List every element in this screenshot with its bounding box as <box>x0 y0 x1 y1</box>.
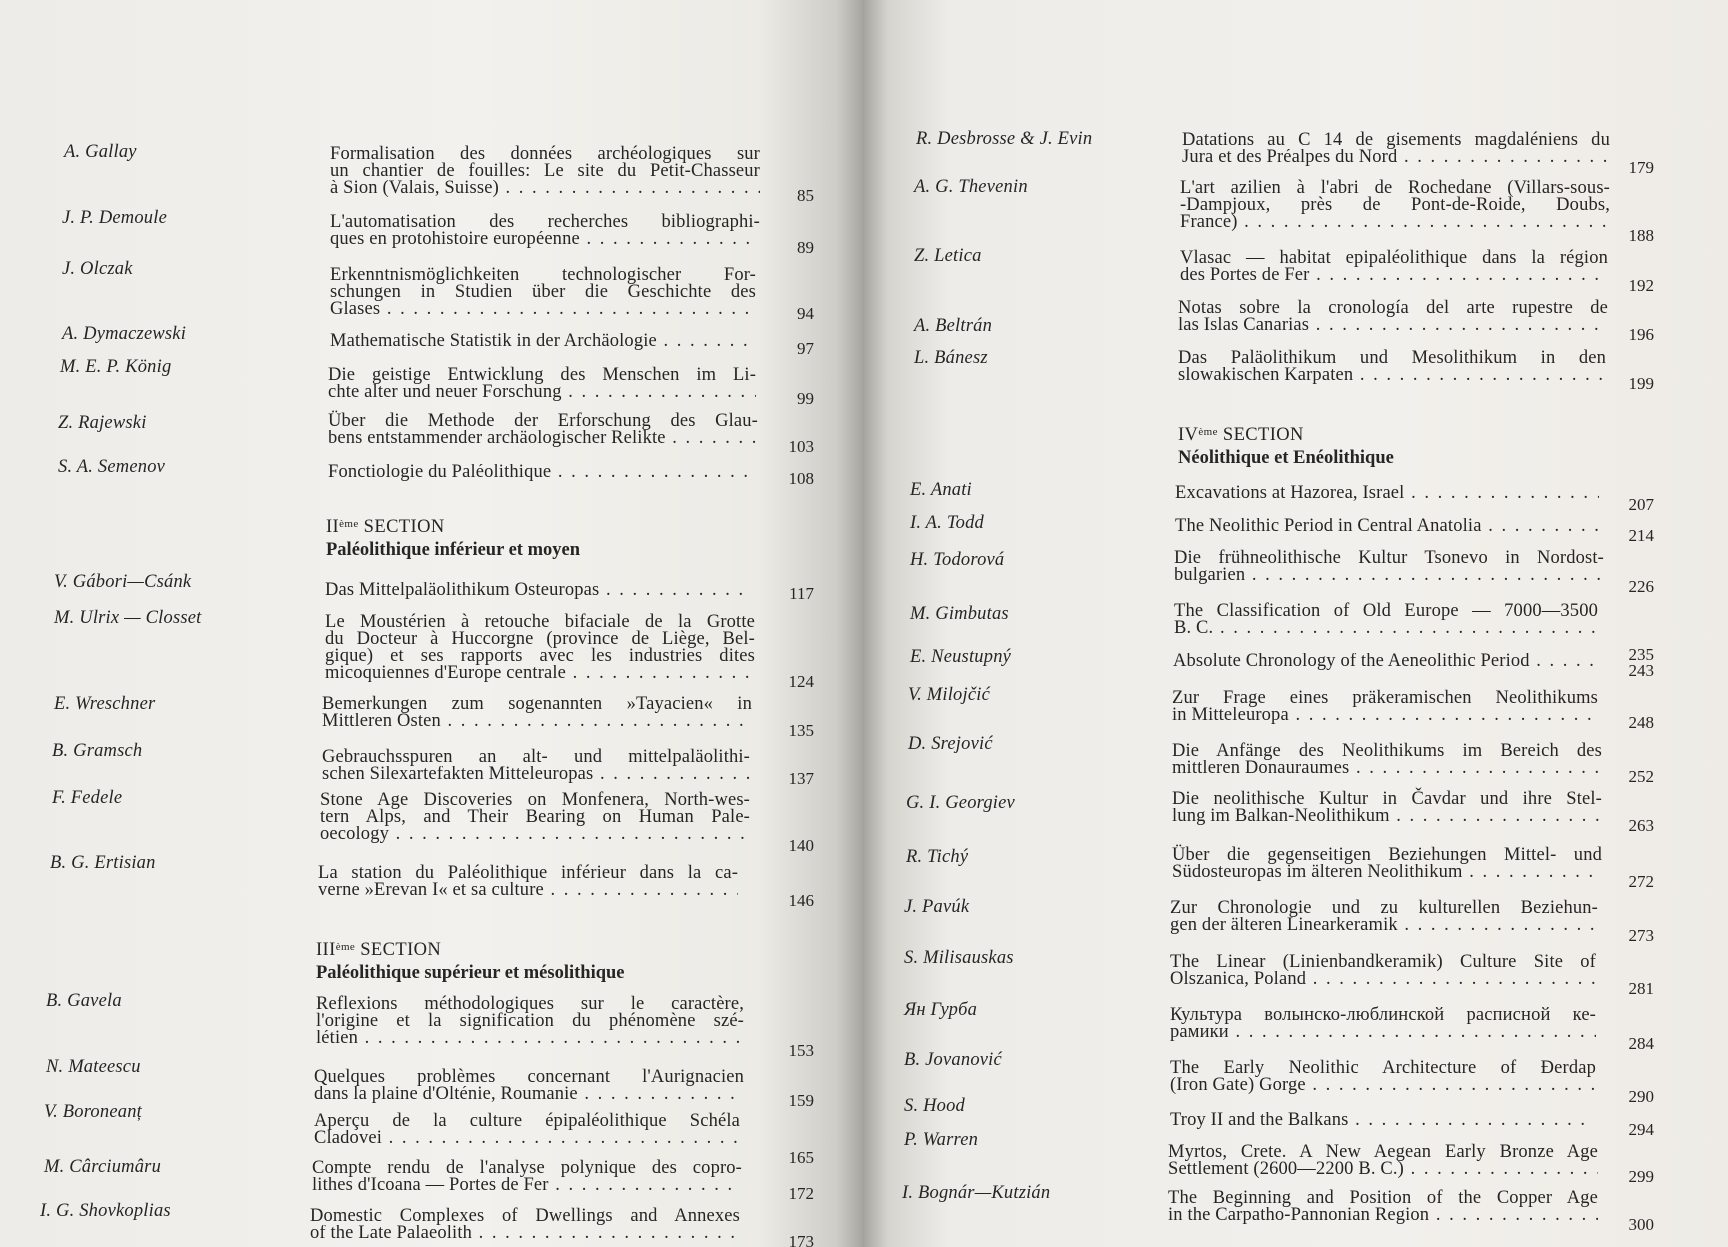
entry-title-line: Die geistige Entwicklung des Menschen im Li- <box>328 365 756 385</box>
entry-author: B. Jovanović <box>904 1050 1002 1070</box>
entry-title-line: in Mitteleuropa . . <box>1172 707 1598 724</box>
entry-author: F. Fedele <box>52 788 123 808</box>
entry-page-number: 146 <box>788 891 814 910</box>
entry-title-line: ques en protohistoire européenne . . <box>330 231 760 248</box>
entry-title <box>1170 1060 1596 1094</box>
entry-author: P. Warren <box>904 1130 979 1150</box>
entry-title-line: The Early Neolithic Architecture of Đerdap <box>1170 1058 1596 1078</box>
entry-title-line: bulgarien . . <box>1174 567 1604 584</box>
entry-title <box>1182 132 1610 166</box>
entry-title-line: Cladovei . . <box>314 1130 740 1147</box>
entry-author: J. Olczak <box>62 259 133 279</box>
entry-author: B. Gavela <box>46 991 122 1011</box>
entry-title-line: Gebrauchsspuren an alt- und mittelpaläolithi- <box>322 747 750 767</box>
entry-author: M. Gimbutas <box>910 604 1009 624</box>
entry-title-line: l'origine et la signification du phénomène szé- <box>316 1011 744 1031</box>
entry-title-line: of the Late Palaeolith . . <box>310 1225 740 1242</box>
entry-author: R. Desbrosse & J. Evin <box>916 129 1093 149</box>
entry-title-line: dans la plaine d'Olténie, Roumanie . . <box>314 1086 744 1103</box>
entry-author: L. Bánesz <box>914 348 988 368</box>
entry-title-line: La station du Paléolithique inférieur dans la ca- <box>318 863 738 883</box>
entry-page-number: 284 <box>1628 1034 1654 1053</box>
entry-title-line: Stone Age Discoveries on Monfenera, North-wes- <box>320 790 750 810</box>
entry-author: S. Hood <box>904 1096 966 1116</box>
entry-title-line: las Islas Canarias . . <box>1178 317 1608 334</box>
entry-page-number: 188 <box>1628 226 1654 245</box>
entry-title-line: Olszanica, Poland . . <box>1170 971 1596 988</box>
entry-page-number: 248 <box>1628 713 1654 732</box>
entry-page-number: 108 <box>788 469 814 488</box>
entry-title <box>1170 954 1596 988</box>
entry-title <box>328 367 756 401</box>
entry-page-number: 137 <box>788 769 814 788</box>
entry-title-line: The Neolithic Period in Central Anatolia . . <box>1175 518 1599 535</box>
entry-page-number: 99 <box>797 389 814 408</box>
entry-title <box>1172 847 1602 881</box>
entry-title-line: Über die gegenseitigen Beziehungen Mittel- und <box>1172 845 1602 865</box>
entry-title-line: bens entstammender archäologischer Relikte . . <box>328 430 758 447</box>
entry-author: V. Milojčić <box>908 685 991 705</box>
section-name: Paléolithique supérieur et mésolithique <box>316 963 625 983</box>
entry-title-line: schungen in Studien über die Geschichte des <box>330 282 756 302</box>
entry-title-line: Bemerkungen zum sogenannten »Tayacien« in <box>322 694 752 714</box>
entry-page-number: 103 <box>788 437 814 456</box>
entry-author: M. E. P. König <box>60 357 172 377</box>
entry-page-number: 153 <box>788 1041 814 1060</box>
entry-title-line: micoquiennes d'Europe centrale . . <box>325 665 755 682</box>
right-page <box>862 0 1728 1247</box>
entry-title-line: du Docteur à Huccorgne (province de Liège, Bel- <box>325 629 755 649</box>
entry-author: J. P. Demoule <box>62 208 168 228</box>
entry-page-number: 243 <box>1628 661 1654 680</box>
entry-page-number: 196 <box>1628 325 1654 344</box>
entry-page-number: 252 <box>1628 767 1654 786</box>
entry-title-line: Erkenntnismöglichkeiten technologischer For- <box>330 265 756 285</box>
entry-page-number: 214 <box>1628 526 1654 545</box>
entry-title <box>325 582 751 599</box>
entry-title-line: Compte rendu de l'analyse polynique des copro- <box>312 1158 742 1178</box>
entry-title <box>318 865 738 899</box>
entry-title-line: Aperçu de la culture épipaléolithique Schéla <box>314 1111 740 1131</box>
entry-author: R. Tichý <box>906 847 969 867</box>
entry-title <box>1175 518 1599 535</box>
entry-title <box>1180 250 1608 284</box>
entry-page-number: 300 <box>1628 1215 1654 1234</box>
entry-title-line: The Linear (Linienbandkeramik) Culture Site of <box>1170 952 1596 972</box>
entry-author: M. Cârciumâru <box>44 1157 162 1177</box>
entry-page-number: 117 <box>789 584 814 603</box>
entry-title-line: Formalisation des données archéologiques sur <box>330 144 760 164</box>
entry-page-number: 135 <box>788 721 814 740</box>
entry-title <box>325 614 755 682</box>
entry-author: I. G. Shovkoplias <box>40 1201 171 1221</box>
entry-title-line: oecology . . <box>320 826 750 843</box>
entry-title <box>1175 485 1599 502</box>
entry-author: N. Mateescu <box>46 1057 141 1077</box>
entry-title-line: slowakischen Karpaten . . <box>1178 367 1606 384</box>
entry-title-line: France) . . <box>1180 214 1610 231</box>
section-heading <box>1178 425 1394 469</box>
entry-author: A. Beltrán <box>914 316 993 336</box>
entry-title-line: Notas sobre la cronología del arte rupestre de <box>1178 298 1608 318</box>
entry-page-number: 199 <box>1628 374 1654 393</box>
entry-title-line: Quelques problèmes concernant l'Aurignacien <box>314 1067 744 1087</box>
entry-title-line: Das Mittelpaläolithikum Osteuropas . . <box>325 582 751 599</box>
entry-title-line: Glases . . <box>330 301 756 318</box>
entry-author: V. Gábori—Csánk <box>54 572 192 592</box>
entry-title <box>1168 1144 1598 1178</box>
entry-author: A. Dymaczewski <box>62 324 187 344</box>
entry-title-line: Das Paläolithikum und Mesolithikum in den <box>1178 348 1606 368</box>
entry-title-line: Zur Chronologie und zu kulturellen Beziehun- <box>1170 898 1598 918</box>
entry-title-line: Jura et des Préalpes du Nord . . <box>1182 149 1610 166</box>
entry-page-number: 97 <box>797 339 814 358</box>
entry-title <box>1170 1007 1596 1041</box>
entry-page-number: 140 <box>788 836 814 855</box>
entry-author: I. Bognár—Kutzián <box>902 1183 1051 1203</box>
entry-title-line: Fonctiologie du Paléolithique . . <box>328 464 756 481</box>
entry-author: Ян Гурба <box>904 1000 978 1020</box>
entry-author: E. Neustupný <box>910 647 1012 667</box>
section-heading <box>326 517 580 561</box>
entry-title <box>330 146 760 197</box>
entry-author: Z. Letica <box>914 246 982 266</box>
entry-author: G. I. Georgiev <box>906 793 1015 813</box>
entry-title <box>1180 180 1610 231</box>
entry-title <box>1174 550 1604 584</box>
entry-title-line: tern Alps, and Their Bearing on Human Pale- <box>320 807 750 827</box>
section-label: IIIème SECTION <box>316 940 442 960</box>
entry-page-number: 159 <box>788 1091 814 1110</box>
entry-author: H. Todorová <box>910 550 1005 570</box>
entry-title-line: Troy II and the Balkans . . <box>1170 1112 1594 1129</box>
section-heading <box>316 940 625 984</box>
entry-title <box>1178 300 1608 334</box>
entry-title <box>330 214 760 248</box>
entry-title-line: lithes d'Icoana — Portes de Fer . . <box>312 1177 742 1194</box>
entry-page-number: 173 <box>788 1232 814 1247</box>
entry-author: S. Milisauskas <box>904 948 1014 968</box>
entry-title-line: in the Carpatho-Pannonian Region . . <box>1168 1207 1598 1224</box>
entry-author: A. Gallay <box>64 142 137 162</box>
entry-page-number: 85 <box>797 186 814 205</box>
entry-title-line: verne »Erevan I« et sa culture . . <box>318 882 738 899</box>
section-label: IVème SECTION <box>1178 425 1304 445</box>
entry-title <box>330 333 756 350</box>
entry-title-line: létien . . <box>316 1030 744 1047</box>
entry-title <box>328 464 756 481</box>
entry-title-line: Культура волынско-люблинской расписной ке- <box>1170 1005 1596 1025</box>
entry-title-line: (Iron Gate) Gorge . . <box>1170 1077 1596 1094</box>
entry-title-line: gique) et ses rapports avec les industries dites <box>325 646 755 666</box>
entry-page-number: 124 <box>788 672 814 691</box>
entry-title-line: Settlement (2600—2200 B. C.) . . <box>1168 1161 1598 1178</box>
entry-page-number: 165 <box>788 1148 814 1167</box>
entry-title-line: chte alter und neuer Forschung . . <box>328 384 756 401</box>
entry-title <box>1172 743 1602 777</box>
entry-title <box>1174 603 1598 637</box>
entry-author: I. A. Todd <box>910 513 984 533</box>
entry-title-line: Zur Frage eines präkeramischen Neolithikums <box>1172 688 1598 708</box>
entry-title-line: Datations au C 14 de gisements magdaléniens du <box>1182 130 1610 150</box>
entry-page-number: 235 <box>1628 645 1654 664</box>
entry-author: E. Anati <box>910 480 972 500</box>
entry-title-line: schen Silexartefakten Mitteleuropas . . <box>322 766 750 783</box>
entry-page-number: 192 <box>1628 276 1654 295</box>
entry-page-number: 207 <box>1628 495 1654 514</box>
entry-author: A. G. Thevenin <box>914 177 1028 197</box>
entry-title <box>320 792 750 843</box>
entry-title <box>322 696 752 730</box>
entry-title-line: L'art azilien à l'abri de Rochedane (Villars-sous- <box>1180 178 1610 198</box>
section-name: Néolithique et Enéolithique <box>1178 448 1394 468</box>
entry-title <box>310 1208 740 1242</box>
entry-title-line: Die Anfänge des Neolithikums im Bereich des <box>1172 741 1602 761</box>
entry-title-line: Absolute Chronology of the Aeneolithic Period . . <box>1173 653 1598 670</box>
entry-title <box>322 749 750 783</box>
entry-title <box>312 1160 742 1194</box>
entry-title <box>1178 350 1606 384</box>
entry-author: J. Pavúk <box>904 897 970 917</box>
entry-title-line: рамики . . <box>1170 1024 1596 1041</box>
entry-title-line: un chantier de fouilles: Le site du Petit-Chasseur <box>330 161 760 181</box>
entry-title-line: Reflexions méthodologiques sur le caractère, <box>316 994 744 1014</box>
entry-page-number: 172 <box>788 1184 814 1203</box>
entry-title-line: Südosteuropas im älteren Neolithikum . . <box>1172 864 1602 881</box>
entry-title-line: -Dampjoux, près de Pont-de-Roide, Doubs, <box>1180 195 1610 215</box>
entry-title-line: Die neolithische Kultur in Čavdar und ihre Stel- <box>1172 789 1602 809</box>
entry-title-line: Domestic Complexes of Dwellings and Annexes <box>310 1206 740 1226</box>
entry-page-number: 272 <box>1628 872 1654 891</box>
entry-page-number: 273 <box>1628 926 1654 945</box>
entry-title <box>314 1069 744 1103</box>
entry-page-number: 226 <box>1628 577 1654 596</box>
entry-author: B. Gramsch <box>52 741 143 761</box>
entry-title-line: Vlasac — habitat epipaléolithique dans la région <box>1180 248 1608 268</box>
entry-title-line: Mathematische Statistik in der Archäologie . . <box>330 333 756 350</box>
entry-author: E. Wreschner <box>54 694 156 714</box>
entry-page-number: 94 <box>797 304 814 323</box>
entry-title-line: The Beginning and Position of the Copper Age <box>1168 1188 1598 1208</box>
entry-author: S. A. Semenov <box>58 457 166 477</box>
entry-title <box>1172 791 1602 825</box>
entry-title <box>316 996 744 1047</box>
entry-page-number: 263 <box>1628 816 1654 835</box>
entry-title-line: lung im Balkan-Neolithikum . . <box>1172 808 1602 825</box>
entry-title-line: mittleren Donauraumes . . <box>1172 760 1602 777</box>
entry-page-number: 179 <box>1628 158 1654 177</box>
entry-page-number: 281 <box>1628 979 1654 998</box>
entry-title-line: Le Moustérien à retouche bifaciale de la Grotte <box>325 612 755 632</box>
section-name: Paléolithique inférieur et moyen <box>326 540 580 560</box>
entry-author: Z. Rajewski <box>58 413 147 433</box>
entry-author: B. G. Ertisian <box>50 853 156 873</box>
entry-author: D. Srejović <box>908 734 993 754</box>
entry-page-number: 294 <box>1628 1120 1654 1139</box>
entry-page-number: 89 <box>797 238 814 257</box>
entry-title-line: Mittleren Osten . . <box>322 713 752 730</box>
entry-title-line: Excavations at Hazorea, Israel . . <box>1175 485 1599 502</box>
entry-title-line: Die frühneolithische Kultur Tsonevo in Nordost- <box>1174 548 1604 568</box>
entry-title-line: gen der älteren Linearkeramik . . <box>1170 917 1598 934</box>
entry-author: V. Boroneanț <box>44 1102 142 1122</box>
left-page <box>0 0 862 1247</box>
entry-title-line: des Portes de Fer . . <box>1180 267 1608 284</box>
entry-title <box>330 267 756 318</box>
entry-title-line: à Sion (Valais, Suisse) . . <box>330 180 760 197</box>
entry-title <box>1170 900 1598 934</box>
entry-title <box>1170 1112 1594 1129</box>
entry-title-line: L'automatisation des recherches bibliographi- <box>330 212 760 232</box>
entry-title-line: Über die Methode der Erforschung des Glau- <box>328 411 758 431</box>
entry-title <box>328 413 758 447</box>
section-label: IIème SECTION <box>326 517 445 537</box>
entry-title-line: The Classification of Old Europe — 7000—3500 <box>1174 601 1598 621</box>
entry-title-line: Myrtos, Crete. A New Aegean Early Bronze Age <box>1168 1142 1598 1162</box>
entry-author: M. Ulrix — Closset <box>54 608 202 628</box>
entry-title <box>314 1113 740 1147</box>
entry-page-number: 299 <box>1628 1167 1654 1186</box>
entry-title <box>1173 653 1598 670</box>
entry-page-number: 290 <box>1628 1087 1654 1106</box>
entry-title <box>1172 690 1598 724</box>
entry-title <box>1168 1190 1598 1224</box>
entry-title-line: B. C. . . <box>1174 620 1598 637</box>
